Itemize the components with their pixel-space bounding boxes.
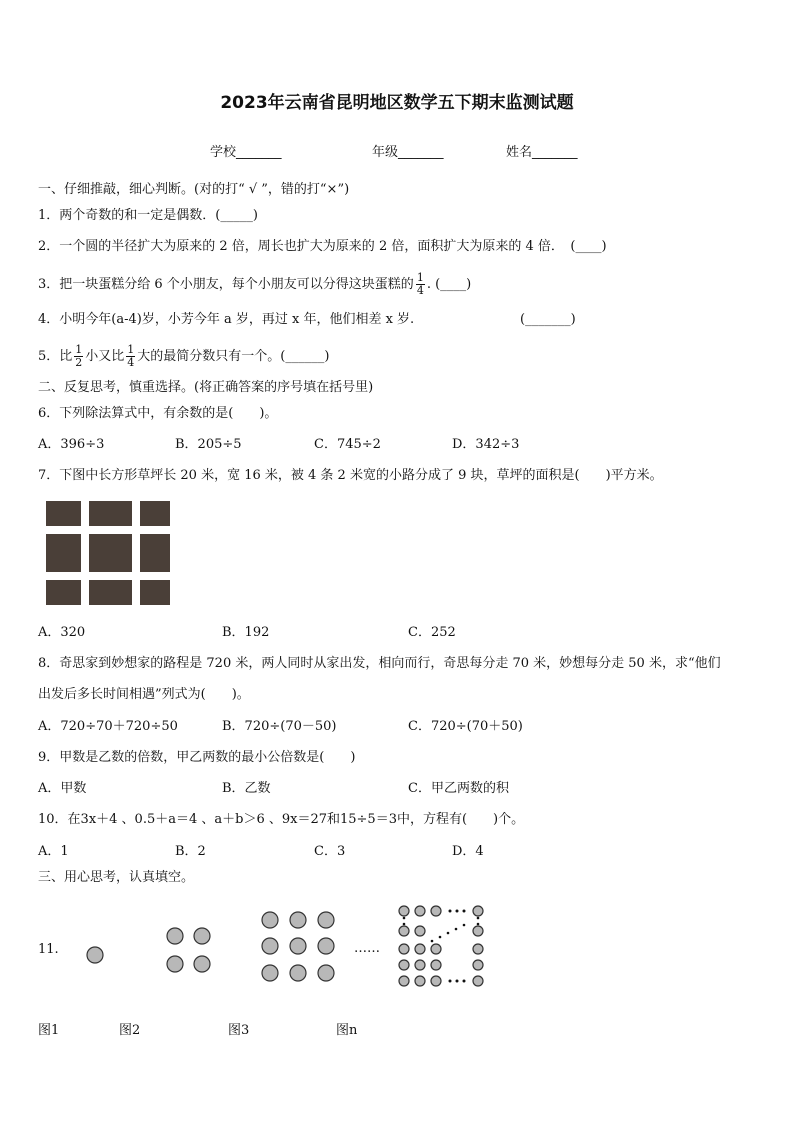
q8-option-a: A．720÷70＋720÷50 <box>38 719 178 734</box>
question-3-blank: . (____) <box>426 277 472 292</box>
q9-option-a: A．甲数 <box>38 781 87 796</box>
figure-ellipsis: …… <box>354 941 380 956</box>
question-6: 6．下列除法算式中，有余数的是( )。 <box>38 406 278 421</box>
q7-option-a: A．320 <box>38 625 86 640</box>
question-4: 4．小明今年(a-4)岁，小芳今年 a 岁，再过 x 年，他们相差 x 岁. <box>38 312 415 327</box>
q10-option-c: C．3 <box>314 844 346 859</box>
section-3-heading: 三、用心思考，认真填空。 <box>38 870 195 885</box>
q10-option-a: A．1 <box>38 844 69 859</box>
question-8-line-2: 出发后多长时间相遇”列式为( )。 <box>38 687 250 702</box>
q10-option-d: D．4 <box>452 844 484 859</box>
question-1: 1．两个奇数的和一定是偶数．(_____) <box>38 208 258 223</box>
question-2: 2．一个圆的半径扩大为原来的 2 倍，周长也扩大为原来的 2 倍，面积扩大为原来的 4 倍． (____) <box>38 239 607 254</box>
school-field: 学校_______ <box>210 145 282 160</box>
question-8-line-1: 8．奇思家到妙想家的路程是 720 米，两人同时从家出发，相向而行，奇思每分走 70 米，妙想每分走 50 米，求“他们 <box>38 656 721 671</box>
grade-field: 年级_______ <box>372 145 444 160</box>
lawn-diagram <box>46 501 170 605</box>
q9-option-c: C．甲乙两数的积 <box>408 781 509 796</box>
q6-option-a: A．396÷3 <box>38 437 105 452</box>
question-7: 7．下图中长方形草坪长 20 米，宽 16 米，被 4 条 2 米宽的小路分成了 9 块，草坪的面积是( )平方米。 <box>38 468 663 483</box>
question-3 <box>38 272 471 297</box>
q6-option-c: C．745÷2 <box>314 437 381 452</box>
q10-option-b: B．2 <box>175 844 206 859</box>
question-3-text: 3．把一块蛋糕分给 6 个小朋友，每个小朋友可以分得这块蛋糕的 <box>38 277 414 292</box>
fraction-1-4b: $\frac{1}{4}$ <box>127 343 135 369</box>
q7-option-c: C．252 <box>408 625 456 640</box>
question-5: 5．比 $\frac{1}{2}$ 小又比 $\frac{1}{4}$ 大的最简分数只有一个。(______) <box>38 343 330 369</box>
dot-pattern-figures <box>80 900 500 1000</box>
q8-option-b: B．720÷(70－50) <box>222 719 337 734</box>
figure-1-label: 图1 <box>38 1023 60 1038</box>
q6-option-b: B．205÷5 <box>175 437 242 452</box>
fraction-1-4: $\frac{1}{4}$ <box>416 271 424 297</box>
question-9: 9．甲数是乙数的倍数，甲乙两数的最小公倍数是( ) <box>38 750 356 765</box>
name-field: 姓名_______ <box>506 145 578 160</box>
section-1-heading: 一、仔细推敲，细心判断。(对的打“ √ ”，错的打“×”) <box>38 182 350 197</box>
figure-n-label: 图n <box>336 1023 358 1038</box>
question-11-number: 11. <box>38 942 59 957</box>
page-title: 2023年云南省昆明地区数学五下期末监测试题 <box>220 93 574 113</box>
figure-3-label: 图3 <box>228 1023 250 1038</box>
fraction-1-2: $\frac{1}{2}$ <box>75 343 83 369</box>
q6-option-d: D．342÷3 <box>452 437 520 452</box>
question-4-blank: (_______) <box>520 312 576 327</box>
figure-2-label: 图2 <box>119 1023 141 1038</box>
q9-option-b: B．乙数 <box>222 781 271 796</box>
q7-option-b: B．192 <box>222 625 270 640</box>
q8-option-c: C．720÷(70＋50) <box>408 719 523 734</box>
question-10: 10．在3x＋4 、0.5＋a＝4 、a＋b＞6 、9x＝27和15÷5＝3中，方程有( )个。 <box>38 812 525 827</box>
section-2-heading: 二、反复思考，慎重选择。(将正确答案的序号填在括号里) <box>38 380 374 395</box>
